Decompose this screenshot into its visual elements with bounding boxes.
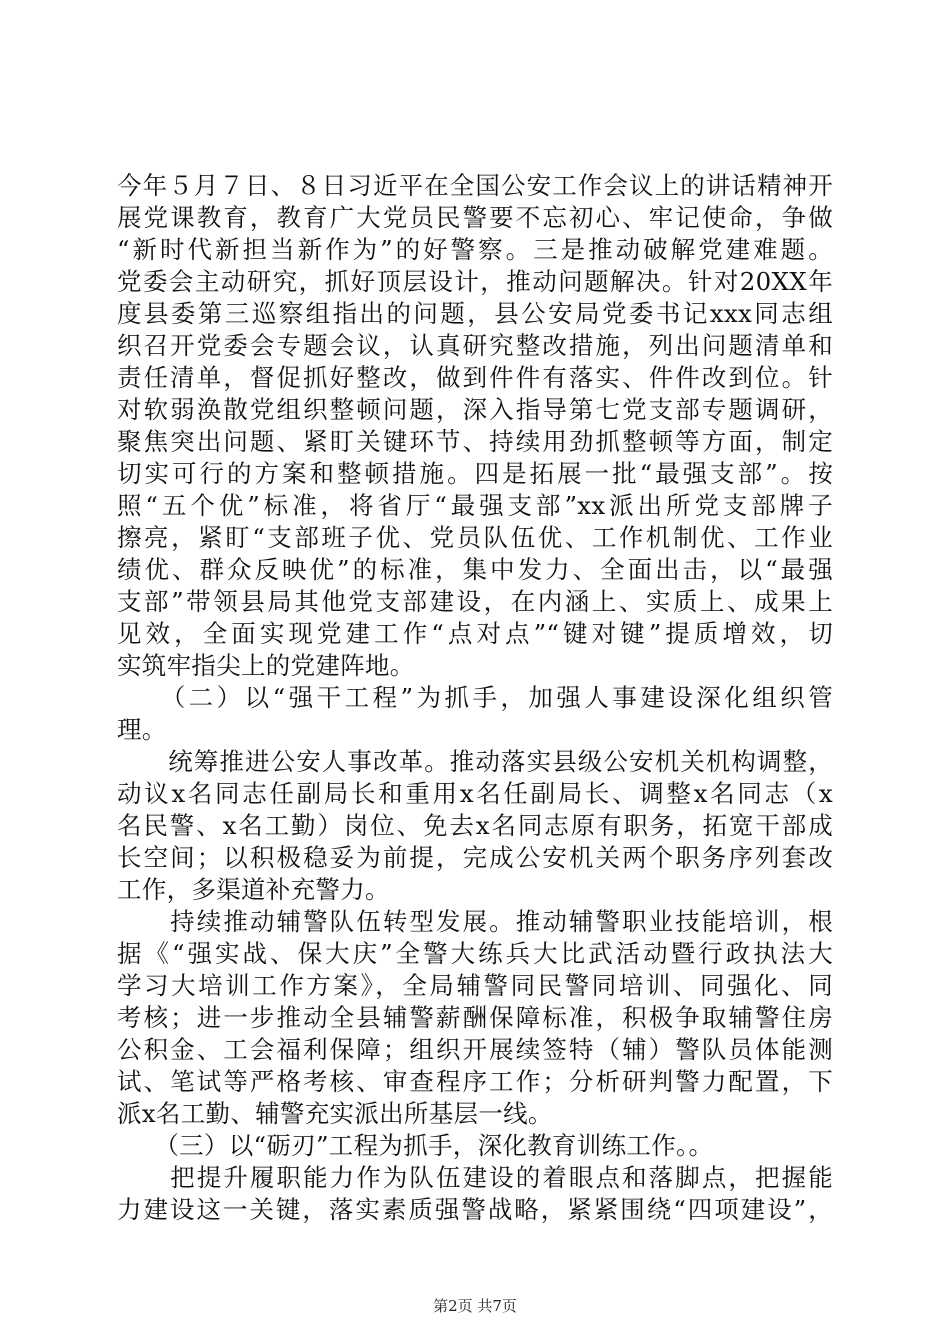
text-line: 度县委第三巡察组指出的问题，县公安局党委书记xxx同志组 [117, 299, 833, 328]
page-number-footer: 第2页 共7页 [433, 1297, 517, 1315]
text-line: 力建设这一关键，落实素质强警战略，紧紧围绕“四项建设”， [117, 1195, 833, 1224]
text-line: 统筹推进公安人事改革。推动落实县级公安机关机构调整， [117, 747, 833, 776]
text-line: 见效，全面实现党建工作“点对点”“键对键”提质增效，切 [117, 619, 833, 648]
text-line: 考核；进一步推动全县辅警薪酬保障标准，积极争取辅警住房 [117, 1003, 833, 1032]
text-line: 绩优、群众反映优”的标准，集中发力、全面出击，以“最强 [117, 555, 833, 584]
text-line: “新时代新担当新作为”的好警察。三是推动破解党建难题。 [117, 235, 833, 264]
text-line: 长空间；以积极稳妥为前提，完成公安机关两个职务序列套改 [117, 843, 833, 872]
text-line: 照“五个优”标准，将省厅“最强支部”xx派出所党支部牌子 [117, 491, 833, 520]
text-line: 学习大培训工作方案》，全局辅警同民警同培训、同强化、同 [117, 971, 833, 1000]
text-line: 工作，多渠道补充警力。 [117, 875, 390, 904]
section-heading: （二）以“强干工程”为抓手，加强人事建设深化组织管 [117, 683, 833, 712]
text-line: 把提升履职能力作为队伍建设的着眼点和落脚点，把握能 [117, 1163, 833, 1192]
text-line: 聚焦突出问题、紧盯关键环节、持续用劲抓整顿等方面，制定 [117, 427, 833, 456]
text-line: 据《“强实战、保大庆”全警大练兵大比武活动暨行政执法大 [117, 939, 833, 968]
text-line: 对软弱涣散党组织整顿问题，深入指导第七党支部专题调研， [117, 395, 833, 424]
text-line: 试、笔试等严格考核、审查程序工作；分析研判警力配置，下 [117, 1067, 833, 1096]
text-line: 派x名工勤、辅警充实派出所基层一线。 [117, 1099, 553, 1128]
text-line: 切实可行的方案和整顿措施。四是拓展一批“最强支部”。按 [117, 459, 833, 488]
text-line: 责任清单，督促抓好整改，做到件件有落实、件件改到位。针 [117, 363, 833, 392]
text-line: 展党课教育，教育广大党员民警要不忘初心、牢记使命，争做 [117, 203, 833, 232]
text-line: 名民警、x名工勤）岗位、免去x名同志原有职务，拓宽干部成 [117, 811, 833, 840]
text-line: 支部”带领县局其他党支部建设，在内涵上、实质上、成果上 [117, 587, 833, 616]
text-line: 织召开党委会专题会议，认真研究整改措施，列出问题清单和 [117, 331, 833, 360]
section-heading: （三）以“砺刃”工程为抓手，深化教育训练工作。。 [117, 1131, 714, 1160]
text-line: 公积金、工会福利保障；组织开展续签特（辅）警队员体能测 [117, 1035, 833, 1064]
text-line: 持续推动辅警队伍转型发展。推动辅警职业技能培训，根 [117, 907, 833, 936]
text-line: 实筑牢指尖上的党建阵地。 [117, 651, 415, 680]
section-heading: 理。 [117, 715, 167, 744]
text-line: 动议x名同志任副局长和重用x名任副局长、调整x名同志（x [117, 779, 833, 808]
text-line: 党委会主动研究，抓好顶层设计，推动问题解决。针对20XX年 [117, 267, 833, 296]
text-line: 擦亮，紧盯“支部班子优、党员队伍优、工作机制优、工作业 [117, 523, 833, 552]
text-line: 今年５月７日、８日习近平在全国公安工作会议上的讲话精神开 [117, 171, 833, 200]
